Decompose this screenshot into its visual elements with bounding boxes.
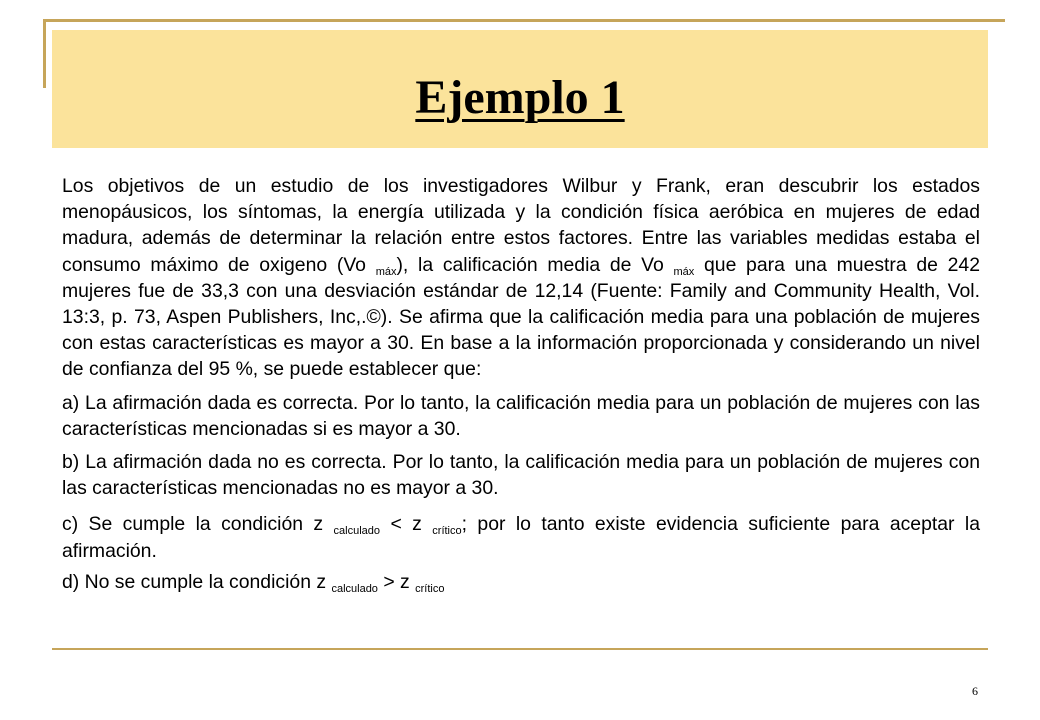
option-a: a) La afirmación dada es correcta. Por lo tanto, la calificación media para un población de mujeres con las características mencionadas si es mayor a 30. xyxy=(62,391,980,440)
intro-text-2: ), la calificación media de Vo xyxy=(396,253,674,276)
slide-content xyxy=(62,173,980,595)
intro-text-1: Los objetivos de un estudio de los investigadores Wilbur y Frank, eran descubrir los estados menopáusicos, los síntomas, la energía utilizada y la condición física aeróbica en mujeres de edad madura, además de determinar la relación entre estos factores. Entre las variables medidas estaba el consumo máximo de oxigeno (Vo xyxy=(62,175,980,276)
page-number: 6 xyxy=(972,684,978,698)
option-c-text-3: ; por lo tanto existe evidencia suficiente para aceptar la afirmación. xyxy=(62,513,981,562)
option-c xyxy=(62,511,980,563)
option-d xyxy=(62,569,980,595)
intro-subscript-1: máx xyxy=(375,265,397,278)
option-d-text-2: > z xyxy=(377,570,416,593)
option-b: b) La afirmación dada no es correcta. Por lo tanto, la calificación media para un población de mujeres con las características mencionadas no es mayor a 30. xyxy=(62,451,980,500)
option-c-subscript-2: crítico xyxy=(432,525,462,538)
slide-title: Ejemplo 1 xyxy=(415,70,625,124)
option-c-text-1: c) Se cumple la condición z xyxy=(62,513,334,536)
intro-subscript-2: máx xyxy=(673,265,695,278)
frame-left-line xyxy=(43,19,46,88)
footer-rule xyxy=(52,648,988,650)
option-c-subscript-1: calculado xyxy=(333,525,381,538)
title-band xyxy=(52,30,988,148)
option-d-subscript-2: crítico xyxy=(415,582,445,595)
frame-top-line xyxy=(43,19,1007,22)
frame-corner xyxy=(1005,13,1015,23)
option-d-subscript-1: calculado xyxy=(331,582,378,595)
option-d-text-1: d) No se cumple la condición z xyxy=(62,570,332,593)
option-c-text-2: < z xyxy=(380,513,433,536)
intro-text-3: que para una muestra de 242 mujeres fue de 33,3 con una desviación estándar de 12,14 (Fuente: Family and Community Health, Vol. 13:3, p. 73, Aspen Publishers, Inc,.©). Se afirma que la calificación media para una población de mujeres con estas características es mayor a 30. En base a la información proporcionada y considerando un nivel de confianza del 95 %, se puede establecer que: xyxy=(62,253,981,381)
intro-paragraph xyxy=(62,173,980,383)
